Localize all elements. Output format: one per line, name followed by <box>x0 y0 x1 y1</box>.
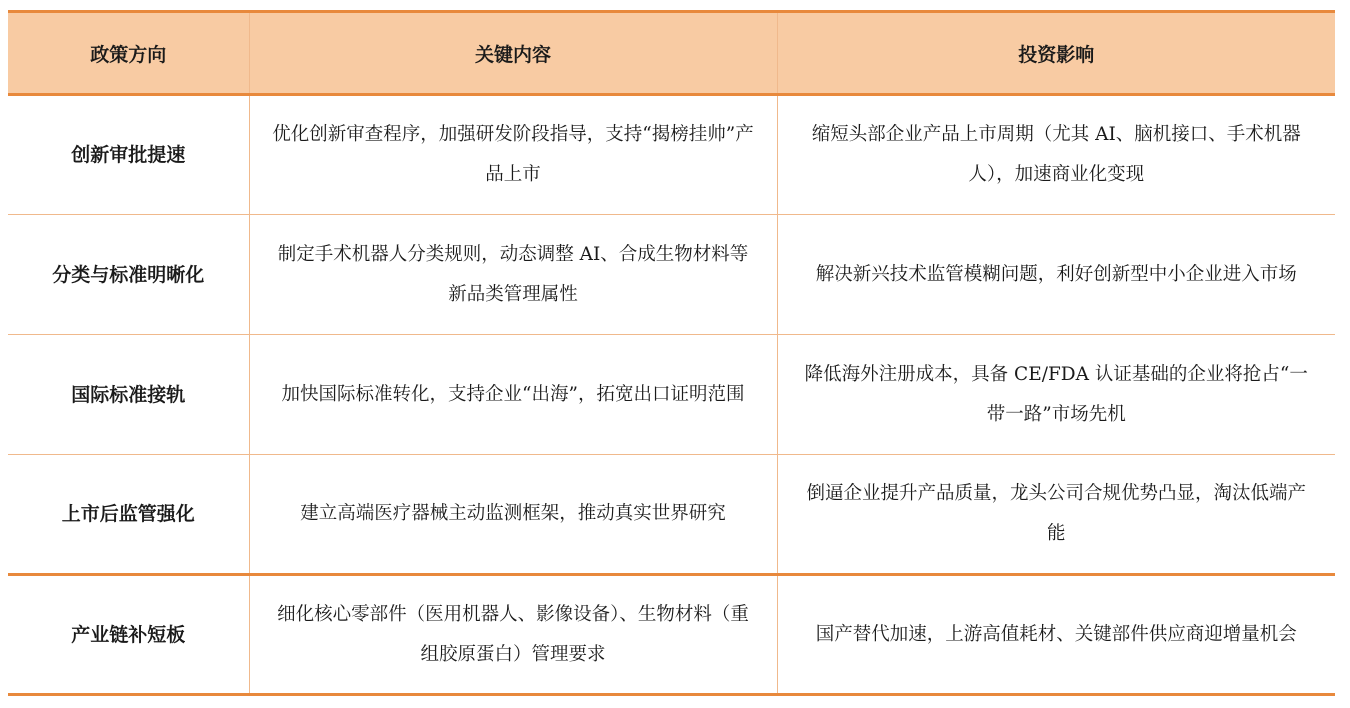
row-content: 建立高端医疗器械主动监测框架，推动真实世界研究 <box>249 455 777 575</box>
header-direction: 政策方向 <box>90 43 167 66</box>
row-direction: 上市后监管强化 <box>8 455 249 575</box>
row-content: 加快国际标准转化，支持企业“出海”，拓宽出口证明范围 <box>249 335 777 455</box>
row-impact: 缩短头部企业产品上市周期（尤其 AI、脑机接口、手术机器人），加速商业化变现 <box>777 95 1335 215</box>
table-row <box>8 95 1335 215</box>
row-content: 优化创新审查程序，加强研发阶段指导，支持“揭榜挂帅”产品上市 <box>249 95 777 215</box>
header-row <box>8 12 1335 95</box>
row-impact: 降低海外注册成本，具备 CE/FDA 认证基础的企业将抢占“一带一路”市场先机 <box>777 335 1335 455</box>
row-content: 细化核心零部件（医用机器人、影像设备）、生物材料（重组胶原蛋白）管理要求 <box>249 575 777 695</box>
table-row <box>8 575 1335 695</box>
row-direction: 国际标准接轨 <box>8 335 249 455</box>
header-impact: 投资影响 <box>777 12 1335 95</box>
row-impact: 倒逼企业提升产品质量，龙头公司合规优势凸显，淘汰低端产能 <box>777 455 1335 575</box>
row-impact: 国产替代加速，上游高值耗材、关键部件供应商迎增量机会 <box>777 575 1335 695</box>
header-content: 关键内容 <box>249 12 777 95</box>
row-direction: 产业链补短板 <box>8 575 249 695</box>
table-row <box>8 215 1335 335</box>
row-impact: 解决新兴技术监管模糊问题，利好创新型中小企业进入市场 <box>777 215 1335 335</box>
row-content: 制定手术机器人分类规则，动态调整 AI、合成生物材料等新品类管理属性 <box>249 215 777 335</box>
row-direction: 分类与标准明晰化 <box>8 215 249 335</box>
table-header <box>8 12 1335 95</box>
policy-table-container <box>8 10 1335 696</box>
table-row <box>8 455 1335 575</box>
row-direction: 创新审批提速 <box>8 95 249 215</box>
table-row <box>8 335 1335 455</box>
policy-table <box>8 10 1335 696</box>
table-body <box>8 95 1335 695</box>
